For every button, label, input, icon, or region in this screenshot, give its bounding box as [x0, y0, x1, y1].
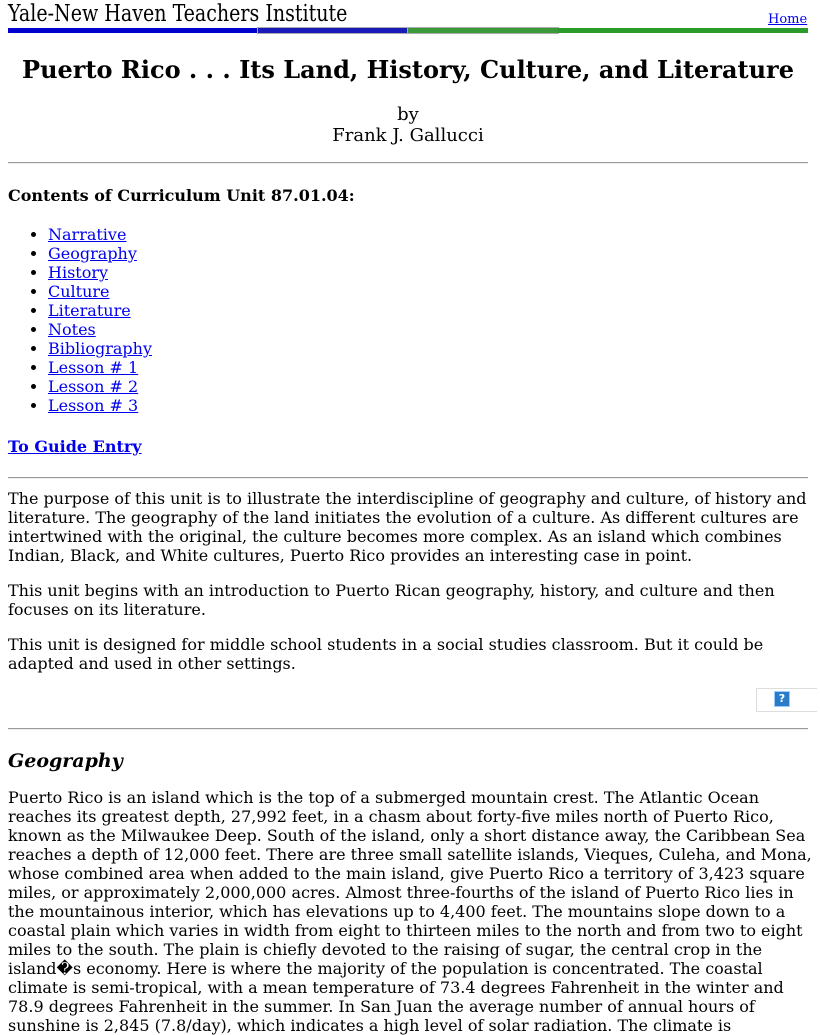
divider — [8, 162, 808, 164]
intro-paragraph: This unit begins with an introduction to Puerto Rican geography, history, and culture and then focuses on its literature. — [8, 581, 775, 619]
intro-paragraph: This unit is designed for middle school students in a social studies classroom. But it could be adapted and used in other settings. — [8, 635, 764, 673]
geography-heading: Geography — [8, 750, 123, 772]
site-title[interactable]: Yale-New Haven Teachers Institute — [8, 1, 348, 27]
contents-link-lesson-3[interactable]: Lesson # 3 — [48, 396, 139, 415]
contents-link-literature[interactable]: Literature — [48, 301, 131, 320]
color-bar — [8, 28, 808, 33]
help-box — [756, 688, 817, 712]
contents-list — [8, 225, 820, 415]
contents-link-lesson-2[interactable]: Lesson # 2 — [48, 377, 139, 396]
contents-link-lesson-1[interactable]: Lesson # 1 — [48, 358, 139, 377]
divider — [8, 728, 808, 730]
contents-link-narrative[interactable]: Narrative — [48, 225, 127, 244]
geography-paragraph: Puerto Rico is an island which is the top of a submerged mountain crest. The Atlantic Ocean reaches its greatest depth, 27,992 feet, in a chasm about forty-five miles north of Puerto Rico, known as the Milwaukee Deep. South of the island, only a short distance away, the Caribbean Sea reaches a depth of 12,000 feet. There are three small satellite islands, Vieques, Culeha, and Mona, whose combined area when added to the main island, give Puerto Rico a territory of 3,423 square miles, or approximately 2,000,000 acres. Almost three-fourths of the island of Puerto Rico lies in the mountainous interior, which has elevations up to 4,400 feet. The mountains slope down to a coastal plain which varies in width from eight to thirteen miles to the north and from two to eight miles to the south. The plain is chiefly devoted to the raising of sugar, the central crop in the island�s economy. Here is where the majority of the population is concentrated. The coastal climate is semi-tropical, with a mean temperature of 73.4 degrees Fahrenheit in the winter and 78.9 degrees Fahrenheit in the summer. In San Juan the average number of annual hours of sunshine is 2,845 (7.8/day), which indicates a high level of solar radiation. The climate is — [8, 788, 812, 1035]
author: Frank J. Gallucci — [332, 125, 484, 146]
contents-link-notes[interactable]: Notes — [48, 320, 96, 339]
page-title: Puerto Rico . . . Its Land, History, Culture, and Literature — [22, 55, 794, 84]
home-link[interactable]: Home — [768, 12, 808, 27]
contents-link-bibliography[interactable]: Bibliography — [48, 339, 152, 358]
contents-link-history[interactable]: History — [48, 263, 109, 282]
by-label: by — [397, 104, 419, 125]
help-icon[interactable]: ? — [775, 692, 789, 706]
contents-link-culture[interactable]: Culture — [48, 282, 110, 301]
guide-entry-link[interactable]: To Guide Entry — [8, 437, 142, 456]
contents-heading: Contents of Curriculum Unit 87.01.04: — [8, 186, 355, 205]
divider — [8, 477, 808, 479]
contents-link-geography[interactable]: Geography — [48, 244, 137, 263]
intro-paragraph: The purpose of this unit is to illustrate the interdiscipline of geography and culture, of history and literature. The geography of the land initiates the evolution of a culture. As different cultures are intertwined with the original, the culture becomes more complex. As an island which combines Indian, Black, and White cultures, Puerto Rico provides an interesting case in point. — [8, 489, 807, 565]
site-header — [8, 0, 820, 36]
